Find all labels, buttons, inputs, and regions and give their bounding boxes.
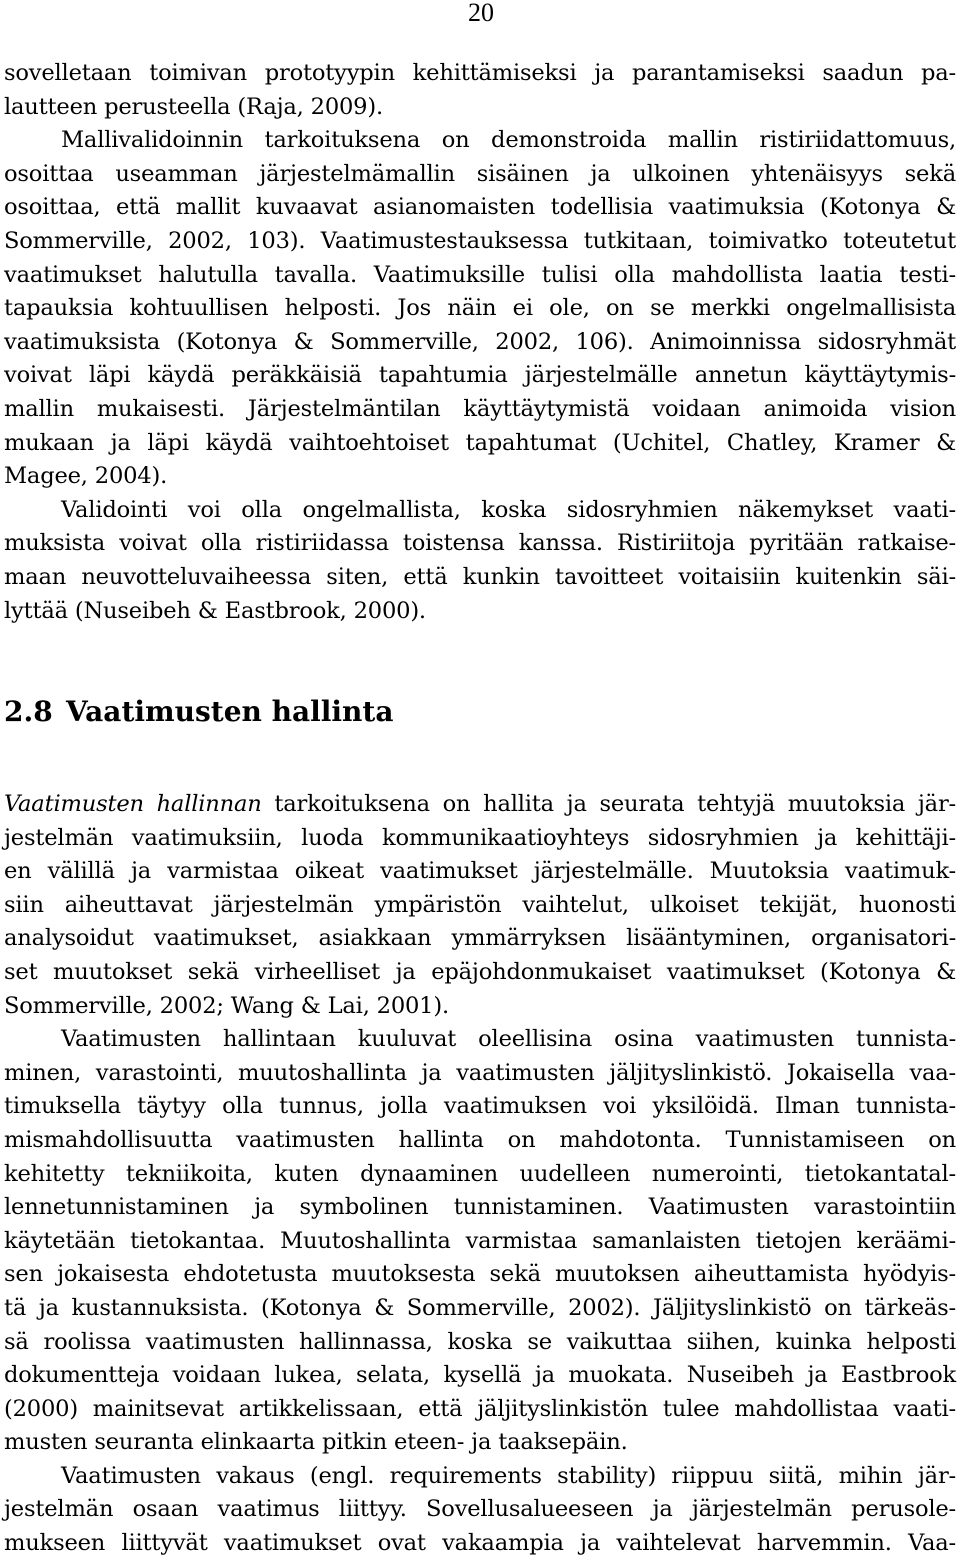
text-line: set muutokset sekä virheelliset ja epäjohdonmukaiset vaatimukset (Kotonya & [4, 958, 956, 985]
text-line: dokumentteja voidaan lukea, selata, kysellä ja muokata. Nuseibeh ja Eastbrook [4, 1362, 956, 1389]
text-line: muksista voivat olla ristiriidassa toistensa kanssa. Ristiriitoja pyritään ratkaise- [4, 530, 956, 557]
text-line: Sommerville, 2002; Wang & Lai, 2001). [4, 992, 449, 1019]
text-line: sovelletaan toimivan prototyypin kehittämiseksi ja parantamiseksi saadun pa- [4, 60, 956, 86]
text-line: tapauksia kohtuullisen helposti. Jos näin ei ole, on se merkki ongelmallisista [4, 295, 956, 322]
text-line: mismahdollisuutta vaatimusten hallinta on mahdotonta. Tunnistamiseen on [4, 1126, 956, 1153]
text-line: osoittaa useamman järjestelmämallin sisäinen ja ulkoinen yhtenäisyys sekä [4, 160, 956, 187]
text-line [4, 1460, 956, 1494]
text-line: en välillä ja varmistaa oikeat vaatimukset järjestelmälle. Muutoksia vaatimuk- [4, 858, 956, 885]
text-line: tä ja kustannuksista. (Kotonya & Sommerville, 2002). Jäljityslinkistö on tärkeäs- [4, 1294, 956, 1321]
text-line: musten seuranta elinkaarta pitkin eteen- ja taaksepäin. [4, 1429, 628, 1456]
paragraph-block-management [4, 788, 956, 1561]
text-line: voivat läpi käydä peräkkäisiä tapahtumia järjestelmälle annetun käyttäytymis- [4, 362, 956, 389]
text-line: vaatimukset halutulla tavalla. Vaatimuksille tulisi olla mahdollista laatia testi- [4, 261, 956, 288]
text-line: jestelmän osaan vaatimus liittyy. Sovellusalueeseen ja järjestelmän perusole- [4, 1496, 956, 1523]
section-title: Vaatimusten hallinta [66, 695, 394, 728]
text-line-content: tarkoituksena on hallita ja seurata tehtyjä muutoksia jär- [261, 791, 956, 817]
text-line: lautteen perusteella (Raja, 2009). [4, 93, 383, 120]
text-line: minen, varastointi, muutoshallinta ja vaatimusten jäljityslinkistö. Jokaisella vaa- [4, 1059, 956, 1086]
text-line: lyttää (Nuseibeh & Eastbrook, 2000). [4, 597, 426, 624]
text-line: vaatimuksista (Kotonya & Sommerville, 2002, 106). Animoinnissa sidosryhmät [4, 328, 956, 355]
text-line: analysoidut vaatimukset, asiakkaan ymmärryksen lisääntyminen, organisatori- [4, 925, 956, 952]
italic-term: Vaatimusten hallinnan [4, 791, 262, 817]
text-line: kehitetty tekniikoita, kuten dynaaminen uudelleen numerointi, tietokantatal- [4, 1160, 956, 1187]
text-line: mallin mukaisesti. Järjestelmäntilan käyttäytymistä voidaan animoida vision [4, 395, 956, 422]
text-line: jestelmän vaatimuksiin, luoda kommunikaatioyhteys sidosryhmien ja kehittäji- [4, 824, 956, 851]
text-line-content: Mallivalidoinnin tarkoituksena on demonstroida mallin ristiriidattomuus, [61, 127, 956, 154]
text-line: lennetunnistaminen ja symbolinen tunnistaminen. Vaatimusten varastointiin [4, 1194, 956, 1221]
text-line [4, 788, 956, 822]
text-line: siin aiheuttavat järjestelmän ympäristön vaihtelut, ulkoiset tekijät, huonosti [4, 891, 956, 918]
text-line [4, 1023, 956, 1057]
text-line: maan neuvotteluvaiheessa siten, että kunkin tavoitteet voitaisiin kuitenkin säi- [4, 563, 956, 590]
text-line: mukaan ja läpi käydä vaihtoehtoiset tapahtumat (Uchitel, Chatley, Kramer & [4, 429, 956, 456]
text-line: sä roolissa vaatimusten hallinnassa, koska se vaikuttaa siihen, kuinka helposti [4, 1328, 956, 1355]
section-heading [4, 692, 393, 732]
text-line: sen jokaisesta ehdotetusta muutoksesta sekä muutoksen aiheuttamista hyödyis- [4, 1261, 956, 1288]
text-line: osoittaa, että mallit kuvaavat asianomaisten todellisia vaatimuksia (Kotonya & [4, 194, 956, 221]
text-line-content: Validointi voi olla ongelmallista, koska sidosryhmien näkemykset vaati- [61, 496, 956, 523]
text-line: käytetään tietokantaa. Muutoshallinta varmistaa samanlaisten tietojen keräämi- [4, 1227, 956, 1254]
section-number: 2.8 [4, 695, 53, 728]
text-line: Sommerville, 2002, 103). Vaatimustestauksessa tutkitaan, toimivatko toteutetut [4, 227, 956, 254]
text-line [4, 124, 956, 158]
text-line: timuksella täytyy olla tunnus, jolla vaatimuksen voi yksilöidä. Ilman tunnista- [4, 1093, 956, 1120]
text-line [4, 494, 956, 528]
text-line-content: Vaatimusten hallintaan kuuluvat oleellisina osina vaatimusten tunnista- [61, 1026, 956, 1053]
text-line: mukseen liittyvät vaatimukset ovat vakaampia ja vaihtelevat harvemmin. Vaa- [4, 1530, 956, 1557]
text-line: (2000) mainitsevat artikkelissaan, että jäljityslinkistön tulee mahdollistaa vaati- [4, 1395, 956, 1422]
text-line-content: Vaatimusten vakaus (engl. requirements stability) riippuu siitä, mihin jär- [61, 1462, 956, 1489]
page-number: 20 [468, 0, 494, 27]
text-line: Magee, 2004). [4, 463, 168, 490]
paragraph-block-validation [4, 57, 956, 628]
